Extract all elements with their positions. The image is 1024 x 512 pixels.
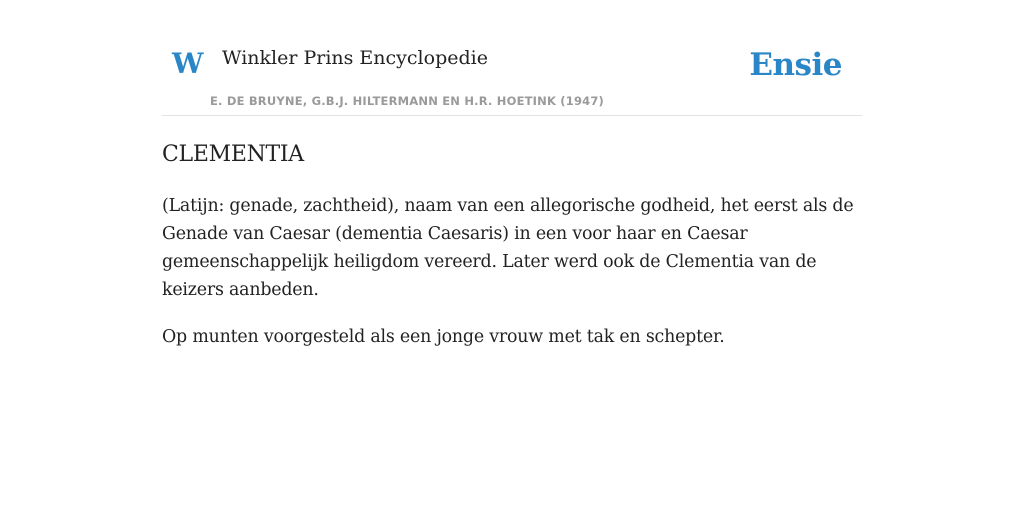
ensie-brand-logo[interactable]: Ensie [749,47,842,83]
page-container [162,0,862,347]
entry-paragraph: Op munten voorgesteld als een jonge vrouw met tak en schepter. [162,327,725,347]
entry-body [162,192,862,370]
entry-title: CLEMENTIA [162,142,304,167]
source-logo-w: W [172,47,204,80]
source-header [162,0,862,116]
source-authors: E. DE BRUYNE, G.B.J. HILTERMANN EN H.R. HOETINK (1947) [210,94,605,108]
entry-paragraph: (Latijn: genade, zachtheid), naam van een allegorische godheid, het eerst als de Genade van Caesar (dementia Caesaris) in een voor haar en Caesar gemeenschappelijk heiligdom vereerd. Later werd ook de Clementia van de keizers aanbeden. [162,196,854,300]
source-title[interactable]: Winkler Prins Encyclopedie [222,47,488,69]
